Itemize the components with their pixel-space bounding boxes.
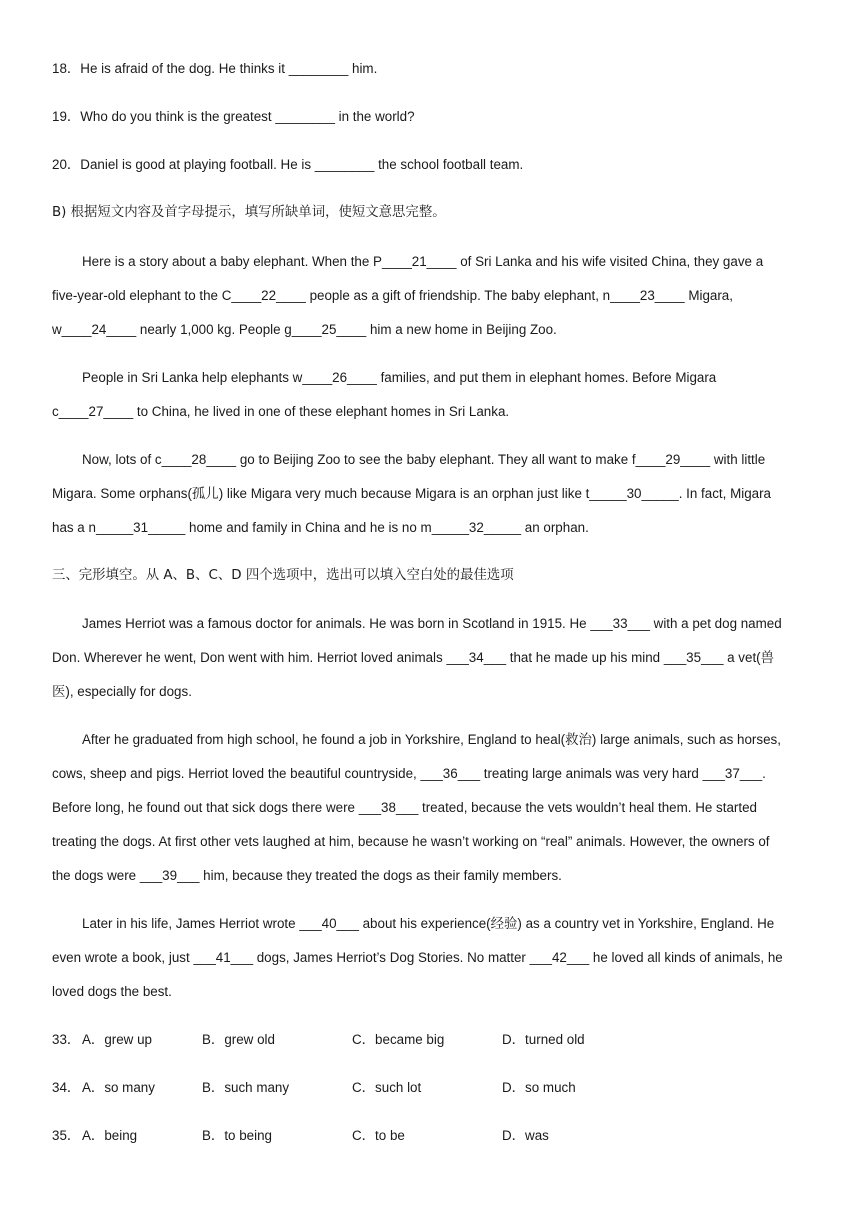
blank-31[interactable]: _____31_____: [95, 520, 186, 535]
blank-24[interactable]: ____24____: [61, 322, 137, 337]
passage2-line-11: loved dogs the best.: [52, 984, 172, 999]
question-20: 20．Daniel is good at playing football. He is ________ the school football team.: [52, 157, 524, 172]
passage1-line-8: has a n_____31_____ home and family in China and he is no m_____32_____ an orphan.: [52, 520, 589, 535]
section-b-heading: B) 根据短文内容及首字母提示，填写所缺单词，使短文意思完整。: [52, 205, 446, 220]
blank-33[interactable]: ___33___: [590, 616, 650, 631]
blank-41[interactable]: ___41___: [193, 950, 254, 965]
blank-30[interactable]: _____30_____: [589, 486, 679, 501]
blank-20[interactable]: ________: [314, 157, 375, 172]
option-b[interactable]: B．such many: [202, 1080, 290, 1095]
passage2-line-6: Before long, he found out that sick dogs there were ___38___ treated, because the vets wouldn’t heal them. He started: [52, 800, 757, 815]
blank-27[interactable]: ____27____: [58, 404, 134, 419]
passage2-line-3: 医), especially for dogs.: [52, 684, 192, 699]
option-c[interactable]: C．to be: [352, 1128, 405, 1143]
blank-32[interactable]: _____32_____: [431, 520, 522, 535]
passage2-line-1: James Herriot was a famous doctor for animals. He was born in Scotland in 1915. He ___33___ with a pet dog named: [82, 616, 782, 631]
blank-21[interactable]: ____21____: [381, 254, 457, 269]
passage2-line-7: treating the dogs. At first other vets laughed at him, because he wasn’t working on “real” animals. However, the owners of: [52, 834, 770, 849]
passage2-line-9: Later in his life, James Herriot wrote ___40___ about his experience(经验) as a country vet in Yorkshire, England. He: [82, 916, 775, 931]
blank-36[interactable]: ___36___: [420, 766, 481, 781]
blank-19[interactable]: ________: [275, 109, 335, 124]
blank-34[interactable]: ___34___: [446, 650, 507, 665]
passage1-line-4: People in Sri Lanka help elephants w____26____ families, and put them in elephant homes. Before Migara: [82, 370, 717, 385]
option-d[interactable]: D．so much: [502, 1080, 576, 1095]
question-number: 35．: [52, 1128, 81, 1143]
option-c[interactable]: C．became big: [352, 1032, 445, 1047]
blank-35[interactable]: ___35___: [663, 650, 724, 665]
passage1-line-3: w____24____ nearly 1,000 kg. People g____25____ him a new home in Beijing Zoo.: [52, 322, 557, 337]
blank-26[interactable]: ____26____: [302, 370, 377, 385]
blank-40[interactable]: ___40___: [299, 916, 359, 931]
blank-39[interactable]: ___39___: [139, 868, 200, 883]
option-d[interactable]: D．turned old: [502, 1032, 585, 1047]
blank-18[interactable]: ________: [288, 61, 349, 76]
passage2-line-10: even wrote a book, just ___41___ dogs, James Herriot’s Dog Stories. No matter ___42___ he loved all kinds of animals, he: [52, 950, 783, 965]
blank-23[interactable]: ____23____: [610, 288, 685, 303]
option-a[interactable]: A．being: [82, 1128, 138, 1143]
passage2-line-2: Don. Wherever he went, Don went with him. Herriot loved animals ___34___ that he made up his mind ___35___ a vet(兽: [52, 650, 775, 665]
passage1-line-1: Here is a story about a baby elephant. When the P____21____ of Sri Lanka and his wife visited China, they gave a: [82, 254, 764, 269]
blank-25[interactable]: ____25____: [291, 322, 367, 337]
question-number: 34．: [52, 1080, 81, 1095]
passage1-line-5: c____27____ to China, he lived in one of these elephant homes in Sri Lanka.: [52, 404, 510, 419]
blank-22[interactable]: ____22____: [231, 288, 306, 303]
blank-29[interactable]: ____29____: [635, 452, 711, 467]
passage2-line-5: cows, sheep and pigs. Herriot loved the beautiful countryside, ___36___ treating large animals was very hard ___37___.: [52, 766, 766, 781]
option-a[interactable]: A．so many: [82, 1080, 155, 1095]
passage2-line-4: After he graduated from high school, he found a job in Yorkshire, England to heal(救治) large animals, such as horses,: [82, 732, 781, 747]
passage1-line-6: Now, lots of c____28____ go to Beijing Zoo to see the baby elephant. They all want to make f____29____ with little: [82, 452, 766, 467]
blank-37[interactable]: ___37___: [702, 766, 763, 781]
option-c[interactable]: C．such lot: [352, 1080, 422, 1095]
section-3-heading: 三、完形填空。从 A、B、C、D 四个选项中，选出可以填入空白处的最佳选项: [52, 568, 514, 583]
question-18: 18．He is afraid of the dog. He thinks it ________ him.: [52, 61, 378, 76]
question-19: 19．Who do you think is the greatest ________ in the world?: [52, 109, 415, 124]
option-d[interactable]: D．was: [502, 1128, 549, 1143]
option-a[interactable]: A．grew up: [82, 1032, 152, 1047]
blank-38[interactable]: ___38___: [358, 800, 419, 815]
option-b[interactable]: B．grew old: [202, 1032, 275, 1047]
blank-42[interactable]: ___42___: [529, 950, 590, 965]
question-number: 33．: [52, 1032, 81, 1047]
option-b[interactable]: B．to being: [202, 1128, 272, 1143]
passage1-line-7: Migara. Some orphans(孤儿) like Migara very much because Migara is an orphan just like t_____30_____. In fact, Migara: [52, 486, 772, 501]
blank-28[interactable]: ____28____: [161, 452, 237, 467]
passage2-line-8: the dogs were ___39___ him, because they treated the dogs as their family members.: [52, 868, 562, 883]
passage1-line-2: five-year-old elephant to the C____22____ people as a gift of friendship. The baby elephant, n____23____ Migara,: [52, 288, 733, 303]
